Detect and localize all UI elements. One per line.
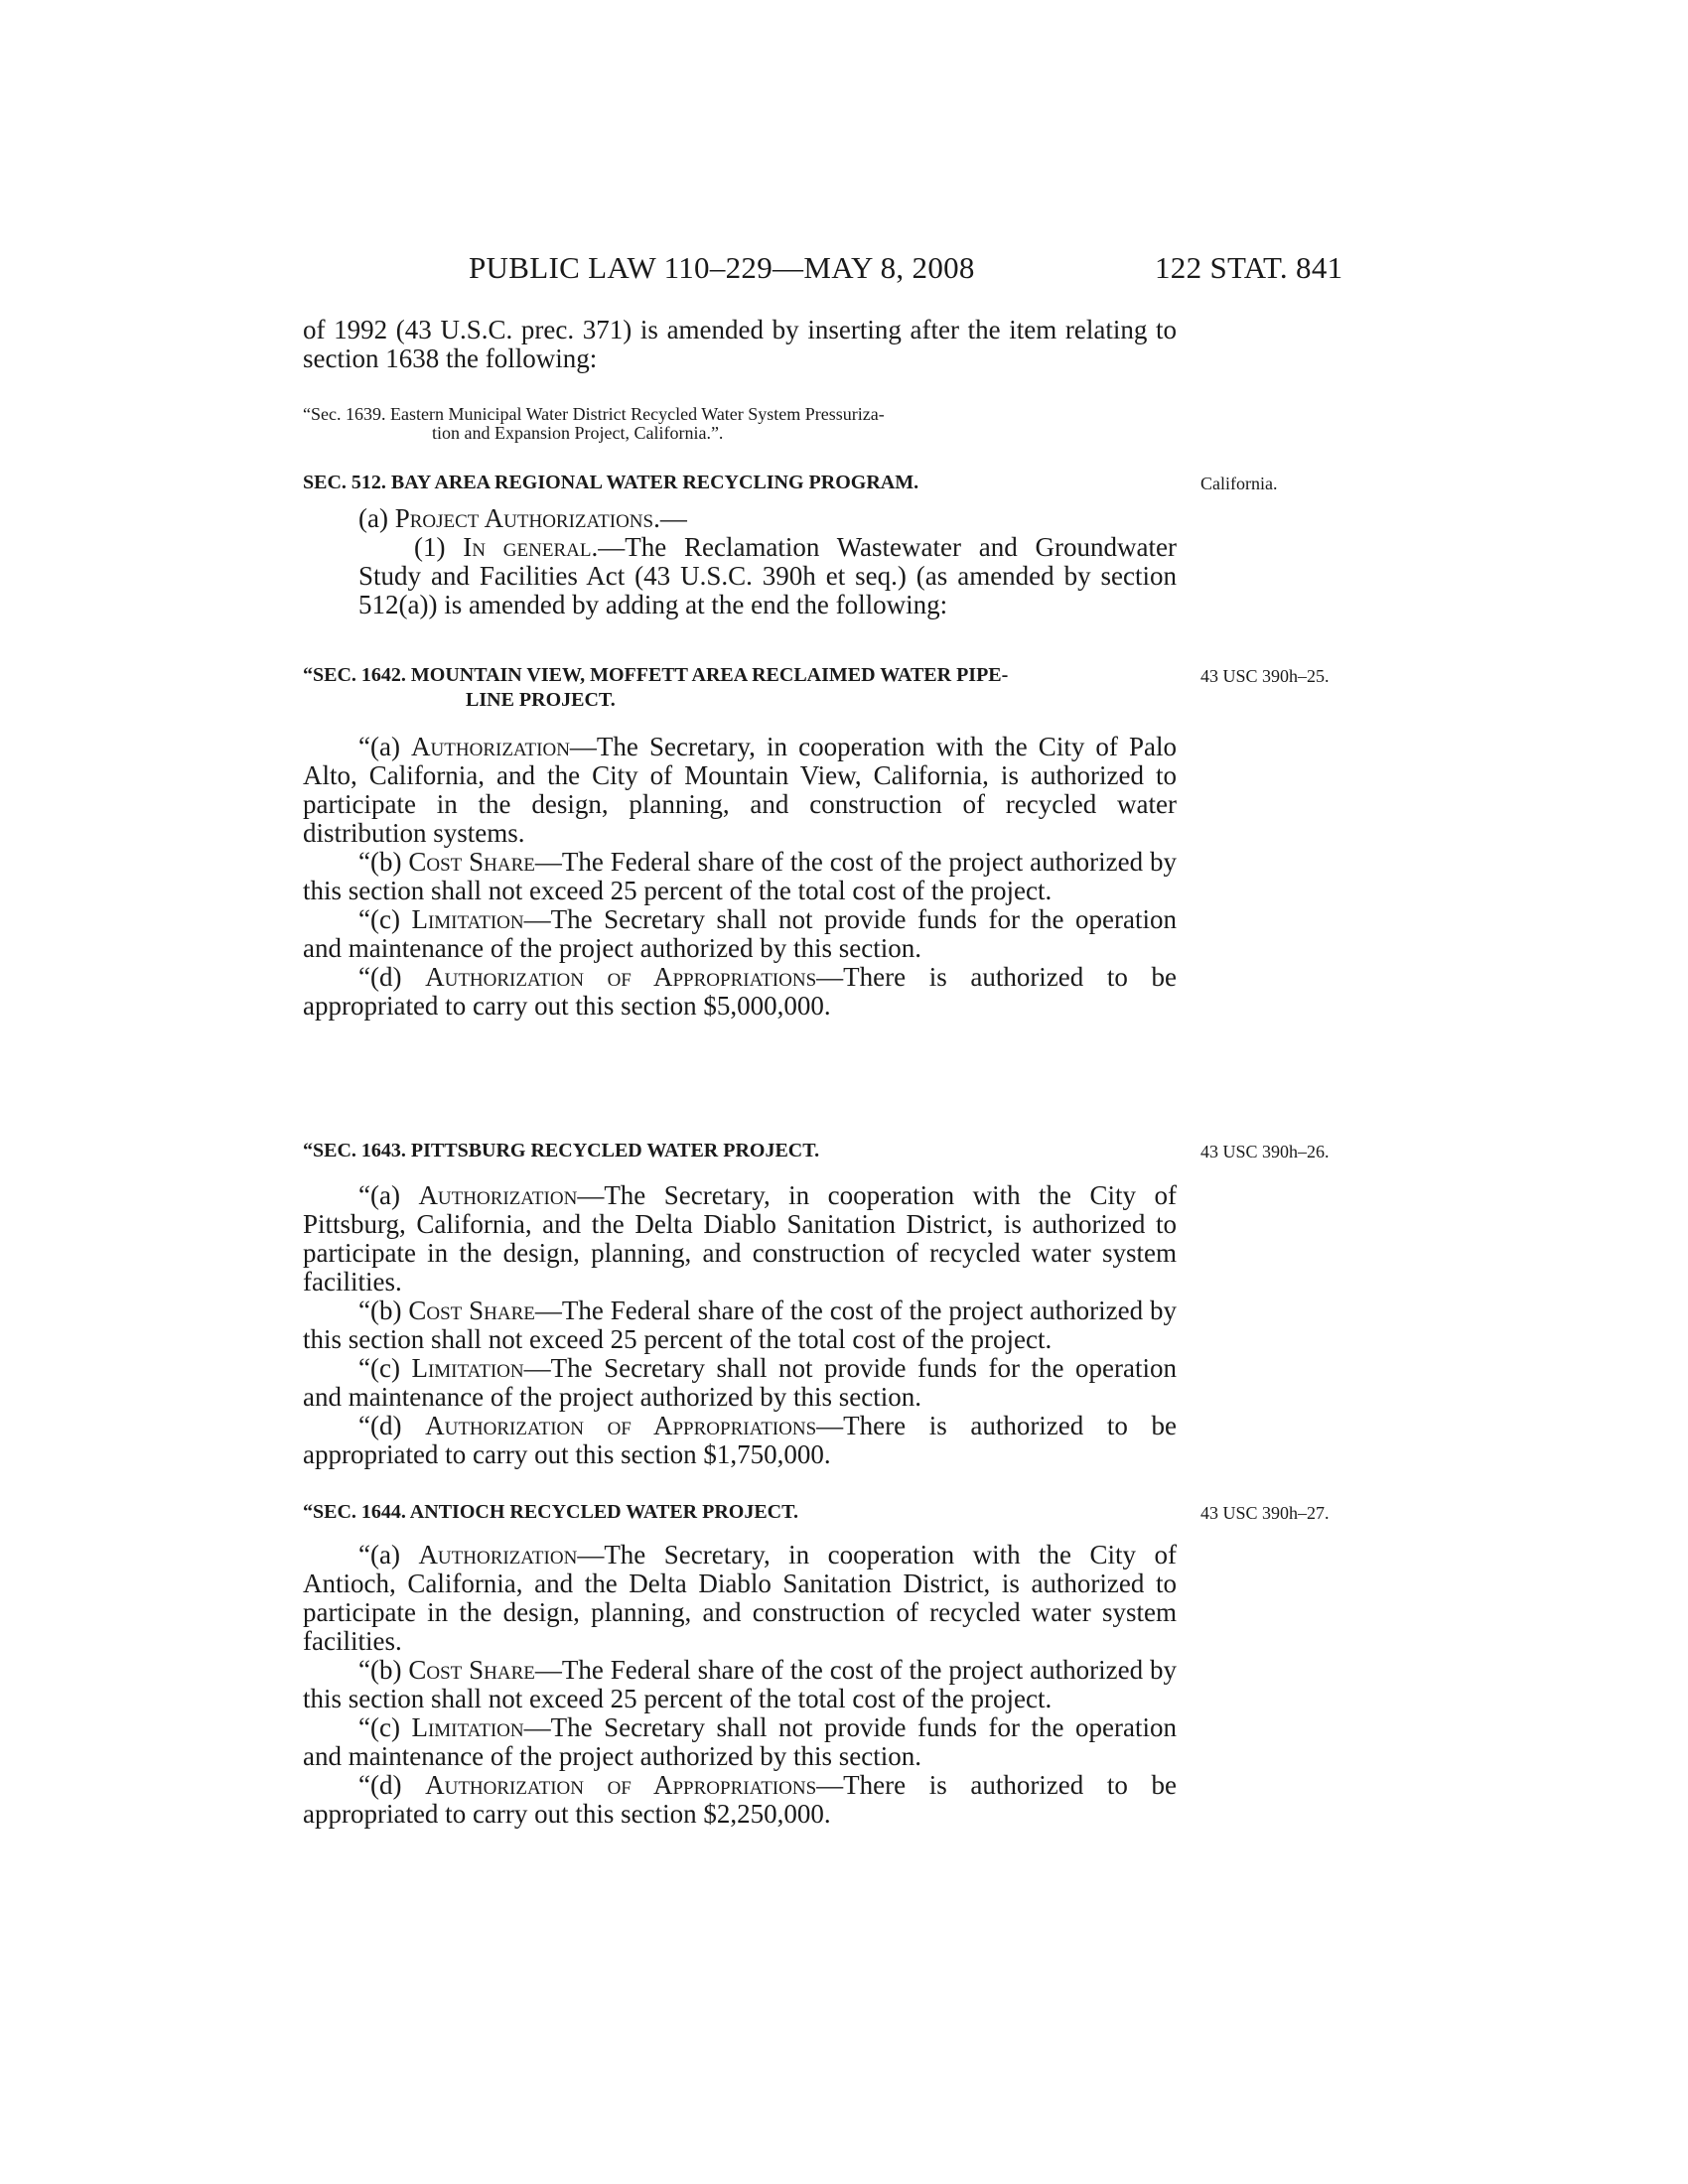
margin-note-california: California. [1200,474,1278,493]
margin-note-390h-25: 43 USC 390h–25. [1200,666,1330,686]
d-label: Authorization of Appropriations [425,962,817,992]
d-label: Authorization of Appropriations [425,1411,817,1440]
a-label: Authorization [418,1180,578,1210]
b-label: Cost Share [408,847,535,877]
c-label: Limitation [411,904,524,934]
sec-1643-b [303,1297,1177,1354]
d-prefix: “(d) [358,1411,426,1440]
sec-1644-d [303,1771,1177,1829]
c-label: Limitation [411,1353,524,1383]
c-text: —The Secretary shall not provide funds for the operation and maintenance of the project authorized by this section. [303,1353,1178,1412]
sec-1642-heading [303,663,1177,713]
intro-block [303,316,1177,373]
d-prefix: “(d) [358,962,426,992]
b-prefix: “(b) [358,1655,409,1685]
c-label: Limitation [411,1712,524,1742]
running-header-title: PUBLIC LAW 110–229—MAY 8, 2008 [469,250,975,285]
a-text: —The Secretary, in cooperation with the City of Antioch, California, and the Delta Diablo Sanitation District, is authorized to participate in the design, planning, and construction of recycled water system facilities. [303,1540,1177,1656]
d-prefix: “(d) [358,1770,426,1800]
subsection-a-tail: .— [653,503,687,533]
a-text: —The Secretary, in cooperation with the City of Pittsburg, California, and the Delta Diablo Sanitation District, is authorized to participate in the design, planning, and construction of recycled water system facilities. [303,1180,1177,1297]
sec-1643-d [303,1412,1177,1469]
subsection-a-lead: (a) [358,503,395,533]
statute-page-number: 122 STAT. 841 [1155,250,1343,285]
b-text: —The Federal share of the cost of the project authorized by this section shall not exceed 25 percent of the total cost of the project. [303,847,1178,905]
sec-1644-b [303,1656,1177,1713]
sec-512-paragraph-1 [303,533,1177,619]
b-text: —The Federal share of the cost of the project authorized by this section shall not exceed 25 percent of the total cost of the project. [303,1296,1178,1354]
sec-512-body [303,504,1177,619]
sec-1644-c [303,1713,1177,1771]
a-prefix: “(a) [358,1180,419,1210]
a-label: Authorization [411,732,570,761]
b-prefix: “(b) [358,847,409,877]
sec-1642-d [303,963,1177,1021]
a-prefix: “(a) [358,732,412,761]
d-label: Authorization of Appropriations [425,1770,817,1800]
d-text: —There is authorized to be appropriated to carry out this section $2,250,000. [303,1770,1177,1829]
sec-1643-body [303,1181,1177,1469]
margin-note-390h-26: 43 USC 390h–26. [1200,1142,1330,1161]
c-prefix: “(c) [358,1712,412,1742]
sec-1644-heading-line-1: “SEC. 1644. ANTIOCH RECYCLED WATER PROJECT. [303,1501,798,1523]
a-prefix: “(a) [358,1540,419,1570]
margin-note-390h-27: 43 USC 390h–27. [1200,1503,1330,1523]
sec-1642-heading-line-1: “SEC. 1642. MOUNTAIN VIEW, MOFFETT AREA RECLAIMED WATER PIPE- [303,664,1009,686]
c-prefix: “(c) [358,1353,412,1383]
paragraph-1-label: In general [463,532,592,562]
sec-1643-c [303,1354,1177,1412]
subsection-a-label: Project Authorizations [394,503,654,533]
sec-512-subsection-a [303,504,1177,533]
paragraph-1-text: .—The Reclamation Wastewater and Groundwater Study and Facilities Act (43 U.S.C. 390h et seq.) (as amended by section 512(a)) is amended by adding at the end the following: [358,532,1177,619]
sec-1644-body [303,1541,1177,1829]
c-prefix: “(c) [358,904,412,934]
d-text: —There is authorized to be appropriated to carry out this section $1,750,000. [303,1411,1177,1469]
sec-1642-c [303,905,1177,963]
c-text: —The Secretary shall not provide funds for the operation and maintenance of the project authorized by this section. [303,1712,1178,1771]
toc-entry-line-1: “Sec. 1639. Eastern Municipal Water District Recycled Water System Pressuriza- [303,404,885,424]
sec-1642-a [303,733,1177,848]
a-text: —The Secretary, in cooperation with the City of Palo Alto, California, and the City of Mountain View, California, is authorized to participate in the design, planning, and construction of recycled water distribution systems. [303,732,1177,848]
toc-entry-line-2: tion and Expansion Project, California.”. [432,423,724,443]
sec-1642-body [303,733,1177,1021]
c-text: —The Secretary shall not provide funds for the operation and maintenance of the project authorized by this section. [303,904,1178,963]
paragraph-1-lead: (1) [414,532,464,562]
sec-1643-heading-line-1: “SEC. 1643. PITTSBURG RECYCLED WATER PROJECT. [303,1140,820,1161]
sec-1642-b [303,848,1177,905]
intro-paragraph: of 1992 (43 U.S.C. prec. 371) is amended by inserting after the item relating to section 1638 the following: [303,315,1177,373]
sec-1642-heading-line-2: LINE PROJECT. [466,689,616,711]
a-label: Authorization [418,1540,578,1570]
sec-1643-a [303,1181,1177,1297]
b-label: Cost Share [408,1655,535,1685]
b-text: —The Federal share of the cost of the project authorized by this section shall not exceed 25 percent of the total cost of the project. [303,1655,1178,1713]
b-label: Cost Share [408,1296,535,1325]
sec-1644-a [303,1541,1177,1656]
sec-512-heading: SEC. 512. BAY AREA REGIONAL WATER RECYCLING PROGRAM. [303,472,919,493]
b-prefix: “(b) [358,1296,409,1325]
d-text: —There is authorized to be appropriated to carry out this section $5,000,000. [303,962,1177,1021]
toc-entry [303,405,1177,443]
sec-1643-heading [303,1139,1177,1163]
sec-1644-heading [303,1500,1177,1525]
